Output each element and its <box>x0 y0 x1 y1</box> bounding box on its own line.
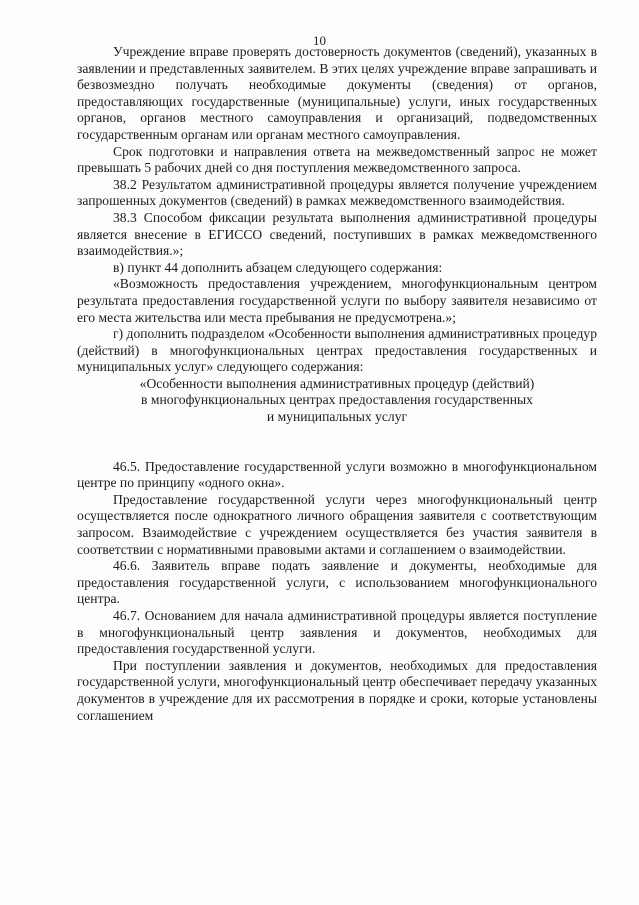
paragraph: в) пункт 44 дополнить абзацем следующего содержания: <box>113 259 443 275</box>
spacer <box>77 426 597 459</box>
paragraph: 46.5. Предоставление государственной услуги возможно в многофункциональном центре по принципу «одного окна». <box>77 458 597 491</box>
paragraph: г) дополнить подразделом «Особенности выполнения административных процедур (действий) в многофункциональных центрах предоставления государственных и муниципальных услуг» следующего содержания: <box>77 326 597 375</box>
heading-line: «Особенности выполнения административных процедур (действий) <box>139 375 535 391</box>
paragraph: 46.6. Заявитель вправе подать заявление и документы, необходимые для предоставления государственной услуги, с использованием многофункционального центра. <box>77 558 597 607</box>
page-number: 10 <box>313 33 326 48</box>
subsection-heading <box>77 376 597 426</box>
paragraph: 38.3 Способом фиксации результата выполнения административной процедуры является внесение в ЕГИССО сведений, поступивших в рамках межведомственного взаимодействия.»; <box>77 209 597 259</box>
document-body <box>77 44 597 724</box>
paragraph: 46.7. Основанием для начала административной процедуры является поступление в многофункциональный центр заявления и документов, необходимых для предоставления государственной услуги. <box>77 608 597 657</box>
paragraph: Учреждение вправе проверять достоверность документов (сведений), указанных в заявлении и представленных заявителем. В этих целях учреждение вправе запрашивать и безвозмездно получать необходимые документы (сведения) от органов, предоставляющих государственные (муниципальные) услуги, иных государственных органов, органов местного самоуправления и организаций, подведомственных государственным органам или органам местного самоуправления. <box>77 44 597 142</box>
paragraph: «Возможность предоставления учреждением, многофункциональным центром результата предоставления государственной услуги по выбору заявителя независимо от его места жительства или места пребывания не предусмотрена.»; <box>77 276 597 325</box>
heading-line: и муниципальных услуг <box>266 409 408 425</box>
paragraph: 38.2 Результатом административной процедуры является получение учреждением запрошенных документов (сведений) в рамках межведомственного взаимодействия. <box>77 176 597 209</box>
paragraph: При поступлении заявления и документов, необходимых для предоставления государственной услуги, многофункциональный центр обеспечивает передачу указанных документов в учреждение для их рассмотрения в порядке и сроки, которые установлены соглашением <box>77 657 597 723</box>
paragraph: Срок подготовки и направления ответа на межведомственный запрос не может превышать 5 рабочих дней со дня поступления межведомственного запроса. <box>77 143 597 176</box>
heading-line: в многофункциональных центрах предоставления государственных <box>141 392 533 408</box>
paragraph: Предоставление государственной услуги через многофункциональный центр осуществляется после однократного личного обращения заявителя с соответствующим запросом. Взаимодействие с учреждением осуществляется без участия заявителя в соответствии с нормативными правовыми актами и соглашением о взаимодействии. <box>77 491 597 557</box>
